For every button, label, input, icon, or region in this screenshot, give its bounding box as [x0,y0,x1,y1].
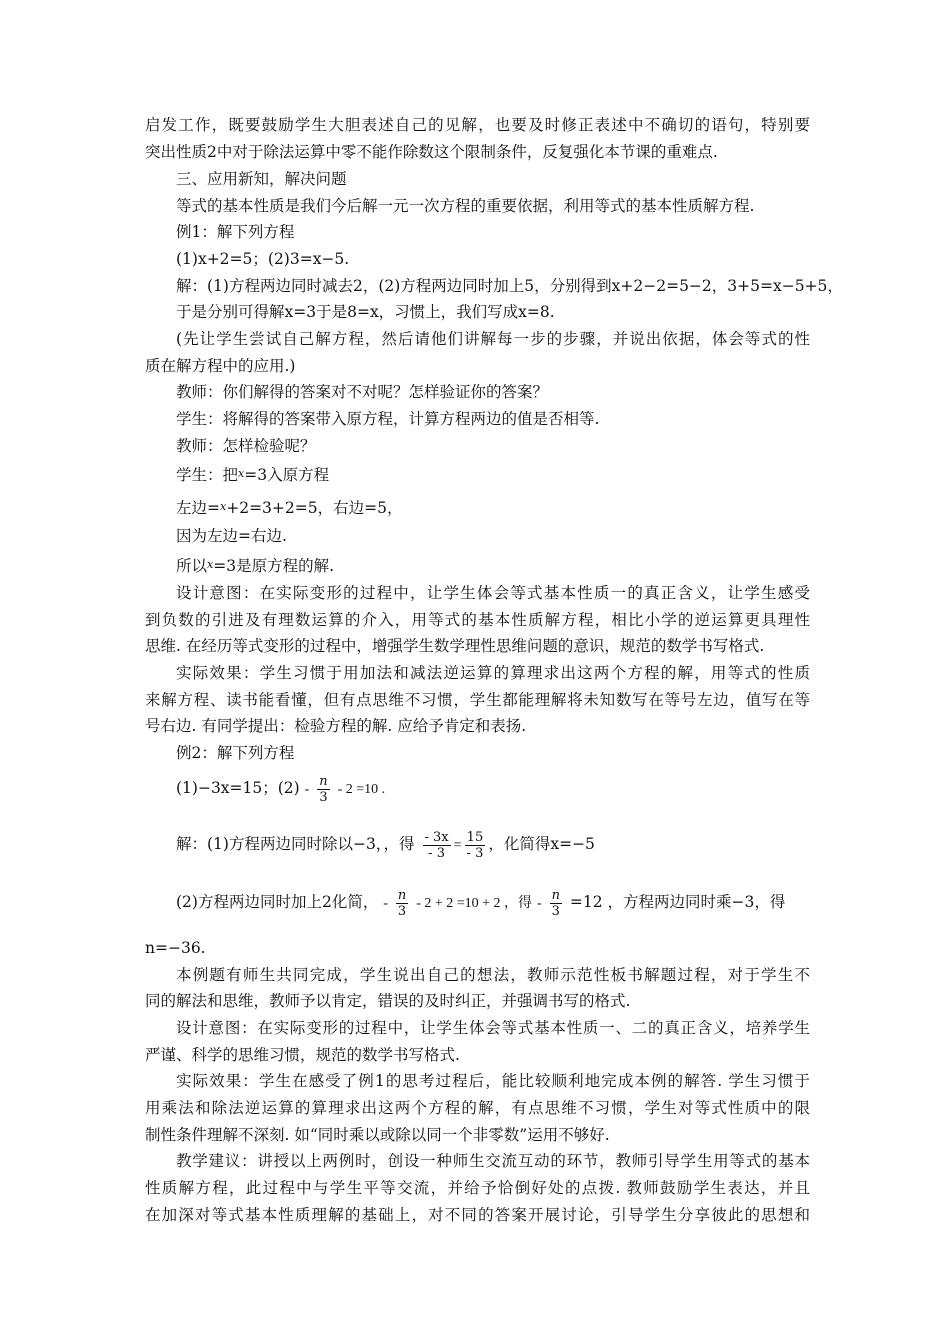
section-heading: 三、应用新知，解决问题 [176,170,347,188]
solution-line [176,829,810,861]
example-heading: 例2：解下列方程 [176,744,295,762]
text-span: (1)−3x=15；(2) [176,779,300,797]
paragraph-line: 同的解法和思维，教师予以肯定，错误的及时纠正，并强调书写的格式. [145,992,631,1010]
dialogue-line: 教师：怎样检验呢？ [176,437,316,455]
solution-line: 解：(1)方程两边同时减去2，(2)方程两边同时加上5，分别得到x+2−2=5−2，3+5=x−5+5， [176,277,843,295]
example-heading: 例1：解下列方程 [176,223,295,241]
minus-sign: - [536,896,542,911]
numerator: 15 [465,830,486,846]
paragraph-line: 突出性质2中对于除法运算中零不能作除数这个限制条件，反复强化本节课的重难点. [145,143,718,161]
minus-sign: - [304,782,310,797]
text-span: - 2 + 2 =10 + 2 ，得 [416,896,533,911]
paragraph-line: (先让学生尝试自己解方程，然后请他们讲解每一步的步骤，并说出依据，体会等式的性 [176,330,810,348]
numerator: n [319,773,328,789]
text-span: (2)方程两边同时加上2化简， [176,893,379,911]
variable-x: x [238,467,245,480]
denominator: 3 [551,903,560,919]
equation-line: (1)x+2=5；(2)3=x−5. [176,250,350,268]
paragraph-line: 性质解方程，此过程中与学生平等交流，并给予恰倒好处的点拨. 教师鼓励学生表达，并且 [145,1179,810,1197]
paragraph-line: 用乘法和除法逆运算的算理求出这两个方程的解，有点思维不习惯，学生对等式性质中的限 [145,1099,810,1117]
paragraph-line: 设计意图：在实际变形的过程中，让学生体会等式基本性质一的真正含义，让学生感受 [176,584,810,602]
paragraph-line: 教学建议：讲授以上两例时，创设一种师生交流互动的环节，教师引导学生用等式的基本 [176,1152,810,1170]
check-line [176,555,810,576]
numerator: n [397,887,407,903]
denominator: - 3 [428,845,445,861]
text-span: 学生：把 [176,466,239,484]
denominator: 3 [397,903,407,919]
variable-x: x [207,558,214,571]
paragraph-line: 本例题有师生共同完成，学生说出自己的想法，教师示范性板书解题过程，对于学生不 [176,966,810,984]
text-span: 左边= [176,499,220,517]
paragraph-line: 来解方程、读书能看懂，但有点思维不习惯，学生都能理解将未知数写在等号左边，值写在等 [145,691,810,709]
fraction [550,888,562,919]
solution-line [176,887,810,919]
text-span: - 2 =10 . [337,782,386,797]
minus-sign: - [383,896,388,911]
paragraph-line: 设计意图：在实际变形的过程中，让学生体会等式基本性质一、二的真正含义，培养学生 [176,1019,810,1037]
fraction [317,774,329,805]
fraction [423,830,451,861]
dialogue-line: 学生：将解得的答案带入原方程，计算方程两边的值是否相等. [176,410,600,428]
numerator: n [551,887,560,903]
equation-line [176,773,810,805]
text-span: =3入原方程 [244,466,330,484]
paragraph-line: 号右边. 有同学提出：检验方程的解. 应给予肯定和表扬. [145,717,527,735]
text-span: ，化简得x=−5 [488,835,595,853]
denominator: 3 [319,789,328,805]
paragraph-line: 实际效果：学生在感受了例1的思考过程后，能比较顺利地完成本例的解答. 学生习惯于 [176,1072,810,1090]
paragraph-line: 制性条件理解不深刻. 如“同时乘以或除以同一个非零数”运用不够好. [145,1126,610,1144]
check-line: 因为左边=右边. [176,527,287,545]
numerator: - 3x [424,829,449,845]
dialogue-line [176,464,810,485]
paragraph-line: 在加深对等式基本性质理解的基础上，对不同的答案开展讨论，引导学生分享彼此的思想和 [145,1206,810,1224]
check-line [176,497,810,518]
solution-line: 于是分别可得解x=3于是8=x，习惯上，我们写成x=8. [176,303,555,321]
dialogue-line: 教师：你们解得的答案对不对呢？怎样验证你的答案？ [176,383,549,401]
text-span: =12 ，方程两边同时乘−3，得 [569,893,786,911]
paragraph-line: 到负数的引进及有理数运算的介入，用等式的基本性质解方程，相比小学的逆运算更具理性 [145,611,810,629]
paragraph-line: 启发工作，既要鼓励学生大胆表述自己的见解，也要及时修正表述中不确切的语句，特别要 [145,116,810,134]
text-span: +2=3+2=5，右边=5， [226,499,403,517]
equals-sign: = [453,838,462,853]
text-span: 所以 [176,557,208,575]
denominator: - 3 [466,845,484,861]
paragraph-line: 实际效果：学生习惯于用加法和减法逆运算的算理求出这两个方程的解，用等式的性质 [176,664,810,682]
paragraph-line: 思维. 在经历等式变形的过程中，增强学生数学理性思维问题的意识，规范的数学书写格式. [145,637,765,655]
fraction [465,830,486,861]
text-span: =3是原方程的解. [213,557,335,575]
variable-x: x [220,500,227,513]
text-span: 解：(1)方程两边同时除以−3，，得 [176,835,415,853]
paragraph-line: 严谨、科学的思维习惯，规范的数学书写格式. [145,1046,460,1064]
solution-line: n=−36. [145,939,206,957]
paragraph-line: 质在解方程中的应用.) [145,357,296,375]
fraction [396,888,408,919]
paragraph-line: 等式的基本性质是我们今后解一元一次方程的重要依据，利用等式的基本性质解方程. [176,197,755,215]
